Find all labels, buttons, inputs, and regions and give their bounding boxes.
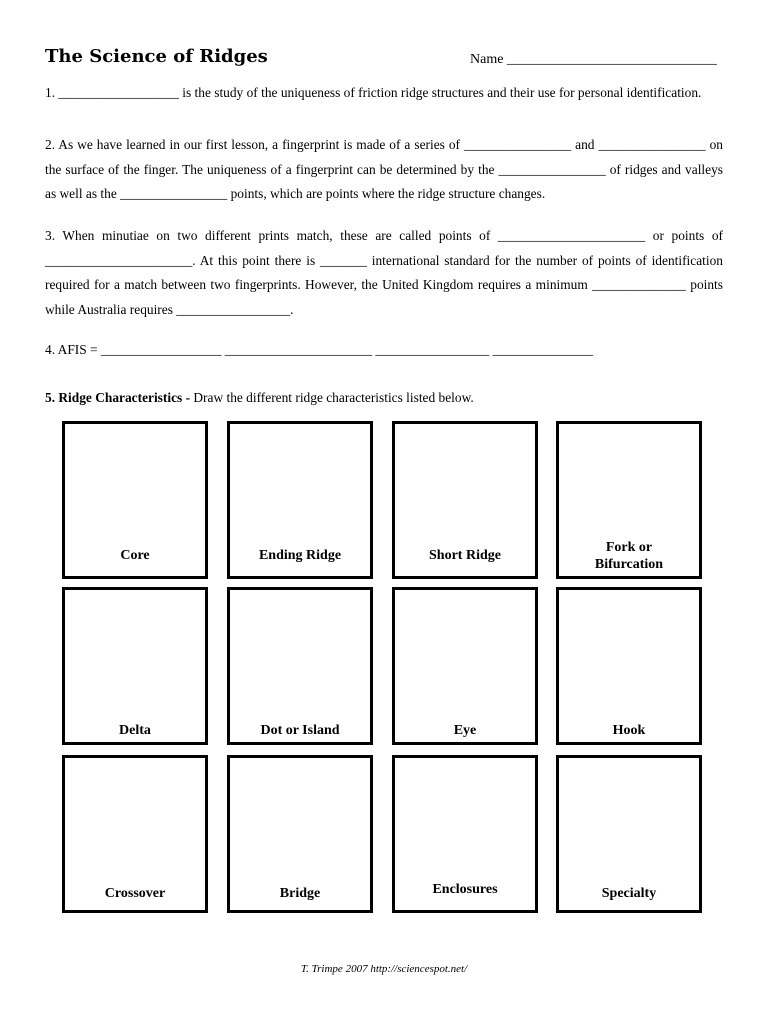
drawing-box-short-ridge[interactable] [392,421,538,579]
question-1: 1. __________________ is the study of the uniqueness of friction ridge structures and their use for personal identification. [45,85,702,100]
box-label: Core [120,548,150,563]
box-label: Hook [612,723,646,738]
drawing-box-eye[interactable] [392,587,538,745]
drawing-box-fork-or-bifurcation[interactable] [556,421,702,579]
worksheet-title: The Science of Ridges [45,46,268,67]
question-5 [45,386,723,411]
drawing-box-hook[interactable] [556,587,702,745]
box-label: Short Ridge [429,548,501,563]
drawing-box-specialty[interactable] [556,755,702,913]
drawing-box-delta[interactable] [62,587,208,745]
drawing-box-enclosures[interactable] [392,755,538,913]
question-5-instruction: Draw the different ridge characteristics listed below. [190,390,474,405]
box-label: Dot or Island [260,723,340,738]
question-5-heading: 5. Ridge Characteristics - [45,390,191,405]
question-3: 3. When minutiae on two different prints match, these are called points of ______________________ or points of ______________________. At this point there is _______ international standard for the number of points of identification required for a match between two fingerprints. However, the United Kingdom requires a minimum ______________ points while Australia requires _________________. [45,228,723,317]
name-field[interactable]: Name ______________________________ [470,52,717,67]
box-label: Ending Ridge [258,548,342,563]
drawing-box-dot-or-island[interactable] [227,587,373,745]
box-label: Bridge [279,886,321,901]
drawing-box-bridge[interactable] [227,755,373,913]
question-4: 4. AFIS = __________________ ______________________ _________________ _______________ [45,342,594,357]
drawing-box-crossover[interactable] [62,755,208,913]
drawing-box-ending-ridge[interactable] [227,421,373,579]
box-label: Delta [119,723,151,738]
box-label: Fork or Bifurcation [594,540,664,572]
box-label: Eye [453,723,477,738]
ridge-characteristics-grid [62,421,709,915]
box-label: Enclosures [432,882,498,897]
box-label: Crossover [104,886,166,901]
drawing-box-core[interactable] [62,421,208,579]
footer-credit: T. Trimpe 2007 http://sciencespot.net/ [300,963,468,975]
question-2: 2. As we have learned in our first lesson, a fingerprint is made of a series of ________________ and ________________ on the surface of the finger. The uniqueness of a fingerprint can be determined by the ________________ of ridges and valleys as well as the ________________ points, which are points where the ridge structure changes. [45,137,723,201]
box-label: Specialty [601,886,657,901]
